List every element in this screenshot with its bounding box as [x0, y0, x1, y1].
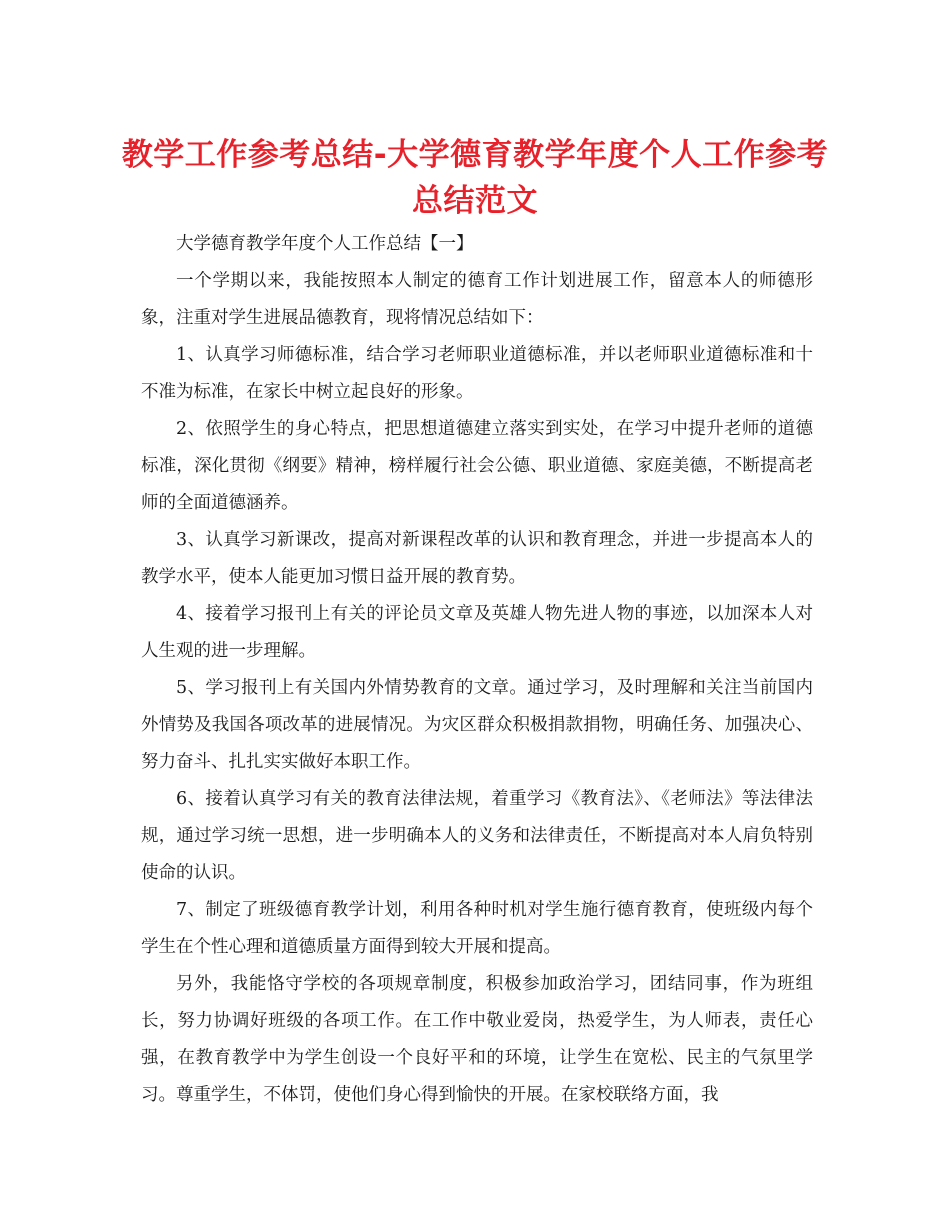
- document-body: [141, 226, 813, 1114]
- item-paragraph-7: 7、制定了班级德育教学计划，利用各种时机对学生施行德育教育，使班级内每个学生在个性心理和道德质量方面得到较大开展和提高。: [141, 900, 813, 957]
- item-paragraph-3: 3、认真学习新课改，提高对新课程改革的认识和教育理念，并进一步提高本人的教学水平，使本人能更加习惯日益开展的教育势。: [141, 530, 813, 587]
- section-heading: 大学德育教学年度个人工作总结【一】: [176, 234, 474, 254]
- item-paragraph-4: 4、接着学习报刊上有关的评论员文章及英雄人物先进人物的事迹，以加深本人对人生观的进一步理解。: [141, 604, 813, 661]
- document-title: 教学工作参考总结-大学德育教学年度个人工作参考总结范文: [121, 137, 829, 219]
- item-paragraph-2: 2、依照学生的身心特点，把思想道德建立落实到实处，在学习中提升老师的道德标准，深化贯彻《纲要》精神，榜样履行社会公德、职业道德、家庭美德，不断提高老师的全面道德涵养。: [141, 419, 813, 513]
- closing-paragraph: 另外，我能恪守学校的各项规章制度，积极参加政治学习，团结同事，作为班组长，努力协调好班级的各项工作。在工作中敬业爱岗，热爱学生，为人师表，责任心强，在教育教学中为学生创设一个良好平和的环境，让学生在宽松、民主的气氛里学习。尊重学生，不体罚，使他们身心得到愉快的开展。在家校联络方面，我: [141, 974, 813, 1105]
- item-paragraph-1: 1、认真学习师德标准，结合学习老师职业道德标准，并以老师职业道德标准和十不准为标准，在家长中树立起良好的形象。: [141, 345, 813, 402]
- item-paragraph-6: 6、接着认真学习有关的教育法律法规，着重学习《教育法》、《老师法》等法律法规，通过学习统一思想，进一步明确本人的义务和法律责任，不断提高对本人肩负特别使命的认识。: [141, 789, 813, 883]
- intro-paragraph: 一个学期以来，我能按照本人制定的德育工作计划进展工作，留意本人的师德形象，注重对学生进展品德教育，现将情况总结如下：: [141, 271, 813, 328]
- item-paragraph-5: 5、学习报刊上有关国内外情势教育的文章。通过学习，及时理解和关注当前国内外情势及我国各项改革的进展情况。为灾区群众积极捐款捐物，明确任务、加强决心、努力奋斗、扎扎实实做好本职工作。: [141, 678, 813, 772]
